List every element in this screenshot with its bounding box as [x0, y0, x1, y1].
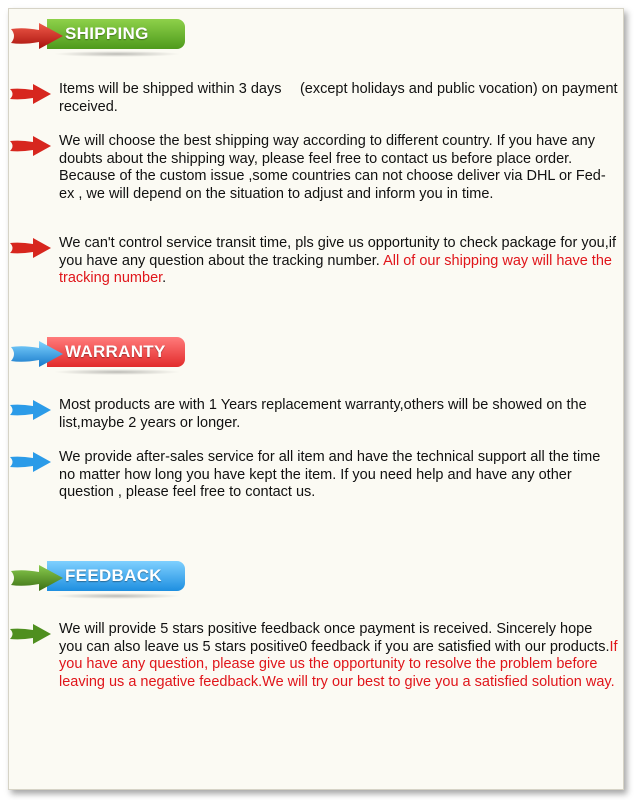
blue-arrow-icon: [9, 451, 53, 473]
policy-card: [8, 8, 624, 790]
feedback-tab-shadow: [53, 593, 181, 599]
warranty-tab-shadow: [53, 369, 181, 375]
feedback-highlight: If you have any question, please give us the opportunity to resolve the problem before leaving us a negative feedback.We will try our best to give you a satisfied solution way.: [59, 638, 618, 690]
red-arrow-icon: [9, 83, 53, 105]
warranty-header: [9, 333, 209, 377]
tracking-highlight: All of our shipping way will have the tracking number: [59, 252, 612, 286]
green-arrow-icon: [9, 623, 53, 645]
shipping-title: SHIPPING: [47, 19, 185, 49]
warranty-title: WARRANTY: [47, 337, 185, 367]
shipping-header: [9, 15, 209, 59]
red-arrow-icon: [9, 237, 53, 259]
blue-arrow-icon: [9, 339, 65, 369]
red-arrow-icon: [9, 21, 65, 51]
warranty-item-text: Most products are with 1 Years replacement warranty,others will be showed on the list,maybe 2 years or longer.: [59, 397, 587, 431]
warranty-item-text: We provide after-sales service for all item and have the technical support all the time no matter how long you have kept the item. If you need help and have any other question , please feel free to contact us.: [59, 449, 601, 500]
red-arrow-icon: [9, 135, 53, 157]
feedback-header: [9, 557, 209, 601]
blue-arrow-icon: [9, 399, 53, 421]
shipping-item-text: We will choose the best shipping way according to different country. If you have any doubts about the shipping way, please feel free to contact us before place order. Because of the custom issue ,some countries can not choose deliver via DHL or Fed-ex , we will depend on the situation to adjust and inform you in time.: [59, 133, 606, 202]
feedback-item-text: We will provide 5 stars positive feedback once payment is received. Sincerely hope you can also leave us 5 stars positive0 feedback if you are satisfied with our products.If you have any question, please give us the opportunity to resolve the problem before leaving us a negative feedback.We will try our best to give you a satisfied solution way.: [59, 621, 618, 690]
shipping-tab-shadow: [53, 51, 181, 57]
shipping-item-text: We can't control service transit time, pls give us opportunity to check package for you,if you have any question about the tracking number. All of our shipping way will have the tracking number.: [59, 235, 616, 286]
shipping-item-text: Items will be shipped within 3 days (except holidays and public vocation) on payment received.: [59, 81, 618, 115]
feedback-title: FEEDBACK: [47, 561, 185, 591]
green-arrow-icon: [9, 563, 65, 593]
